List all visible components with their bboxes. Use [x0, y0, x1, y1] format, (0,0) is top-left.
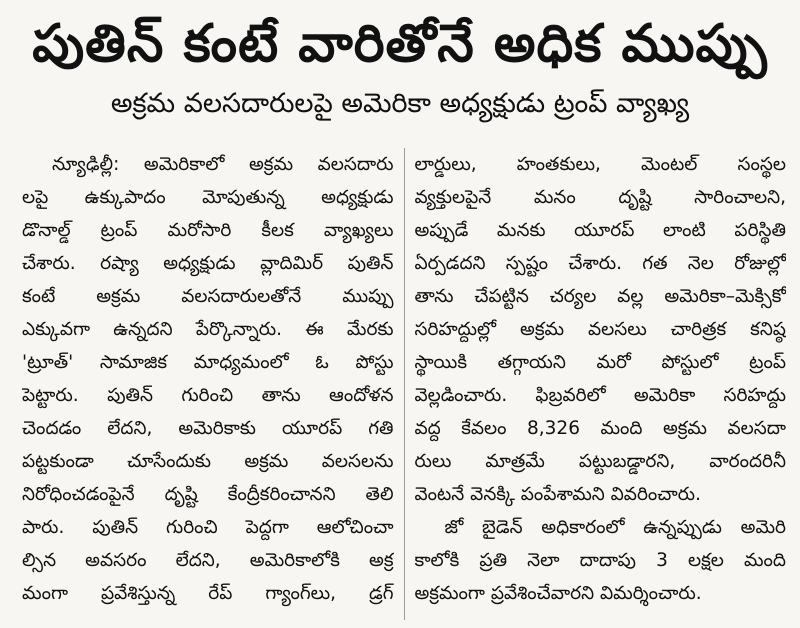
article-line: ల్సిన అవసరం లేదని, అమెరికాలోకి అక్ర	[22, 550, 394, 571]
article-line: చెందడం లేదని, అమెరికాకు యూరప్ గతి	[22, 418, 394, 439]
column-divider	[404, 148, 405, 620]
article-column-right	[414, 148, 786, 620]
article-line: కాలోకి ప్రతి నెలా దాదాపు 3 లక్షల మంది	[414, 550, 786, 571]
article-line: మంగా ప్రవేశిస్తున్న రేప్ గ్యాంగ్‌లు, డ్రగ్	[22, 583, 394, 604]
article-line: పట్టకుండా చూసేందుకు అక్రమ వలసలను	[22, 451, 394, 472]
article-line: సరిహద్దుల్లో అక్రమ వలసలు చారిత్రక కనిష్ఠ	[414, 319, 786, 340]
article-line: రులు మాత్రమే పట్టుబడ్డారని, వారందరినీ	[414, 451, 786, 472]
article-line: నిరోధించడంపైనే దృష్టి కేంద్రీకరించానని తెలి	[22, 484, 394, 505]
article-line: స్థాయికి తగ్గాయని మరో పోస్టులో ట్రంప్	[414, 352, 786, 373]
article-line: వ్యక్తులపైనే మనం దృష్టి సారించాలని,	[414, 187, 786, 208]
article-line: వద్ద కేవలం 8,326 మంది అక్రమ వలసదా	[414, 418, 786, 439]
article-line: ఎక్కువగా ఉన్నదని పేర్కొన్నారు. ఈ మేరకు	[22, 319, 394, 340]
article-line: జో బైడెన్ అధికారంలో ఉన్నప్పుడు అమెరి	[444, 517, 786, 538]
article-column-left	[22, 148, 394, 620]
article-line: అక్రమంగా ప్రవేశించేవారని విమర్శించారు.	[414, 583, 702, 604]
subheadline: అక్రమ వలసదారులపై అమెరికా అధ్యక్షుడు ట్రంప్ వ్యాఖ్య	[110, 88, 690, 119]
article-line: 'ట్రూత్' సామాజిక మాధ్యమంలో ఓ పోస్టు	[22, 352, 394, 373]
article-line: వెల్లడించారు. ఫిబ్రవరిలో అమెరికా సరిహద్దు	[414, 385, 786, 406]
article-line: చేశారు. రష్యా అధ్యక్షుడు వ్లాదిమిర్ పుతిన్	[22, 253, 394, 274]
article-line: కంటే అక్రమ వలసదారులతోనే ముప్పు	[22, 286, 394, 307]
article-line: న్యూఢిల్లీ: అమెరికాలో అక్రమ వలసదారు	[52, 154, 394, 175]
article-line: పారు. పుతిన్ గురించి పెద్దగా ఆలోచించా	[22, 517, 394, 538]
headline: పుతిన్ కంటే వారితోనే అధిక ముప్పు	[32, 14, 768, 74]
newspaper-clipping	[0, 8, 800, 628]
article-line: పెట్టారు. పుతిన్ గురించి తాను ఆందోళన	[22, 385, 394, 406]
article-body	[22, 148, 786, 620]
article-line: లపై ఉక్కుపాదం మోపుతున్న అధ్యక్షుడు	[22, 187, 394, 208]
article-line: లార్డులు, హంతకులు, మెంటల్ సంస్థల	[414, 154, 786, 175]
article-line: ఏర్పడదని స్పష్టం చేశారు. గత నెల రోజుల్లో	[414, 253, 786, 274]
article-line: అప్పుడే మనకు యూరప్ లాంటి పరిస్థితి	[414, 220, 786, 241]
article-line: తాను చేపట్టిన చర్యల వల్ల అమెరికా–మెక్సికో	[414, 286, 786, 307]
article-line: డొనాల్డ్ ట్రంప్ మరోసారి కీలక వ్యాఖ్యలు	[22, 220, 394, 241]
article-line: వెంటనే వెనక్కి పంపేశామని వివరించారు.	[414, 484, 701, 505]
